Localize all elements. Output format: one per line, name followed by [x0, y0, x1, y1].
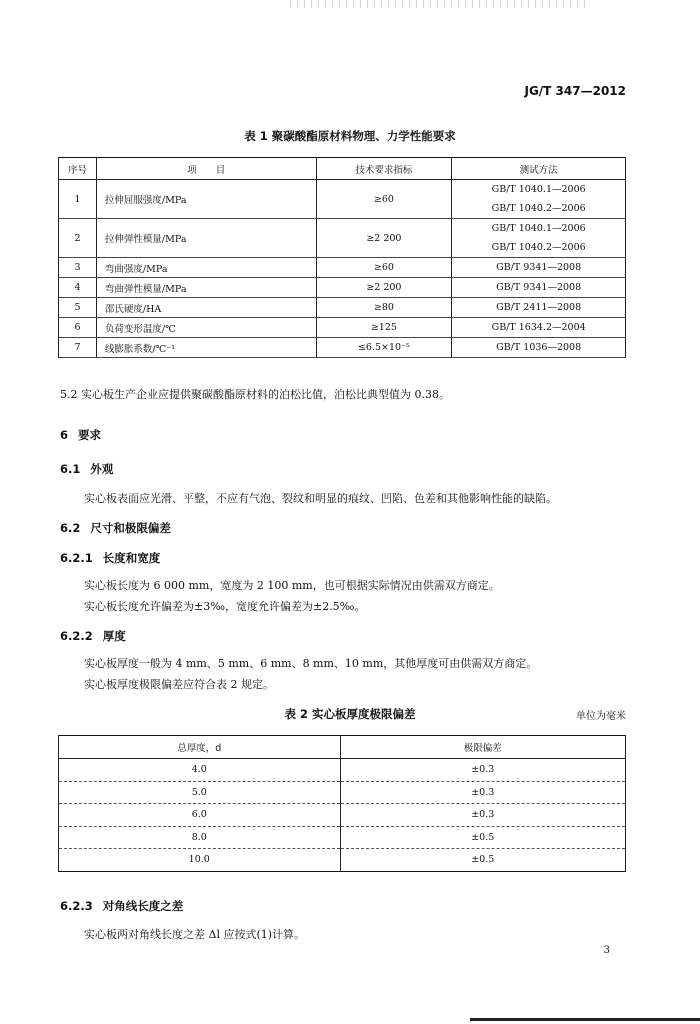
row-item: 邵氏硬度/HA	[96, 298, 316, 318]
row-method: GB/T 9341—2008	[452, 258, 626, 278]
row-method: GB/T 9341—2008	[452, 278, 626, 298]
row-requirement: ≥60	[316, 180, 452, 219]
row-requirement: ≥60	[316, 258, 452, 278]
row-item: 拉伸屈服强度/MPa	[96, 180, 316, 219]
deviation-cell: ±0.5	[340, 826, 626, 849]
table2-caption: 表 2 实心板厚度极限偏差	[284, 707, 416, 721]
section-title: 外观	[90, 462, 114, 476]
method-line: GB/T 1040.1—2006	[491, 223, 586, 234]
table-row	[59, 826, 626, 849]
row-no: 3	[59, 258, 97, 278]
table-row	[59, 318, 626, 338]
deviation-cell: ±0.3	[340, 759, 626, 782]
section-6-2-1-line1: 实心板长度为 6 000 mm，宽度为 2 100 mm，也可根据实际情况由供需双方商定。	[84, 579, 500, 592]
row-method: GB/T 2411—2008	[452, 298, 626, 318]
section-title: 厚度	[102, 629, 126, 643]
row-requirement: ≥2 200	[316, 278, 452, 298]
thickness-cell: 6.0	[59, 804, 341, 827]
table2-unit: 单位为毫米	[576, 711, 626, 722]
thickness-cell: 4.0	[59, 759, 341, 782]
row-no: 7	[59, 338, 97, 358]
row-item: 线膨胀系数/℃⁻¹	[96, 338, 316, 358]
table1-header-requirement: 技术要求指标	[316, 158, 452, 180]
row-item: 弯曲弹性模量/MPa	[96, 278, 316, 298]
row-method: GB/T 1036—2008	[452, 338, 626, 358]
section-6-2-2-heading	[60, 628, 126, 644]
table1-header-no: 序号	[59, 158, 97, 180]
thickness-cell: 8.0	[59, 826, 341, 849]
row-item: 弯曲强度/MPa	[96, 258, 316, 278]
row-no: 5	[59, 298, 97, 318]
section-6-2-3-text: 实心板两对角线长度之差 Δl 应按式(1)计算。	[84, 928, 306, 941]
table-row	[59, 338, 626, 358]
section-6-1-heading	[60, 461, 113, 477]
section-number: 6.2	[60, 521, 81, 535]
table-row	[59, 781, 626, 804]
deviation-cell: ±0.3	[340, 804, 626, 827]
standard-code: JG/T 347—2012	[524, 84, 626, 98]
section-title: 尺寸和极限偏差	[90, 521, 171, 535]
table1-header-row	[59, 158, 626, 180]
table-row	[59, 759, 626, 782]
method-line: GB/T 1040.2—2006	[491, 242, 586, 253]
section-number: 6.2.2	[60, 629, 93, 643]
section-title: 要求	[78, 428, 102, 442]
row-no: 6	[59, 318, 97, 338]
page-number: 3	[603, 945, 610, 956]
table1	[58, 157, 626, 358]
table2	[58, 735, 626, 872]
row-item: 负荷变形温度/℃	[96, 318, 316, 338]
table2-header-row	[59, 736, 626, 759]
row-no: 1	[59, 180, 97, 219]
scan-edge-line	[470, 1018, 700, 1021]
section-6-2-2-line1: 实心板厚度一般为 4 mm、5 mm、6 mm、8 mm、10 mm，其他厚度可由供需双方商定。	[84, 657, 538, 670]
section-number: 6.2.3	[60, 899, 93, 913]
section-number: 6.1	[60, 462, 81, 476]
table-row	[59, 804, 626, 827]
table2-header-deviation: 极限偏差	[340, 736, 626, 759]
table-row	[59, 258, 626, 278]
table1-header-item: 项 目	[96, 158, 316, 180]
table1-caption: 表 1 聚碳酸酯原材料物理、力学性能要求	[244, 129, 456, 143]
thickness-cell: 5.0	[59, 781, 341, 804]
method-line: GB/T 1040.2—2006	[491, 203, 586, 214]
section-6-2-1-heading	[60, 550, 160, 566]
deviation-cell: ±0.5	[340, 849, 626, 872]
section-6-1-text: 实心板表面应光滑、平整，不应有气泡、裂纹和明显的痕纹、凹陷、色差和其他影响性能的缺陷。	[84, 492, 557, 505]
section-6-2-3-heading	[60, 898, 183, 914]
table-row	[59, 180, 626, 219]
row-requirement: ≤6.5×10⁻⁵	[316, 338, 452, 358]
section-title: 长度和宽度	[102, 551, 161, 565]
row-method	[452, 219, 626, 258]
row-requirement: ≥80	[316, 298, 452, 318]
table-row	[59, 298, 626, 318]
row-method	[452, 180, 626, 219]
row-requirement: ≥2 200	[316, 219, 452, 258]
scan-artifact	[290, 0, 590, 8]
paragraph-5-2: 5.2 实心板生产企业应提供聚碳酸酯原材料的泊松比值，泊松比典型值为 0.38。	[60, 388, 450, 401]
section-6-heading	[60, 427, 101, 443]
section-title: 对角线长度之差	[102, 899, 184, 913]
table-row	[59, 219, 626, 258]
table2-header-thickness: 总厚度，d	[59, 736, 341, 759]
section-number: 6.2.1	[60, 551, 93, 565]
section-6-2-1-line2: 实心板长度允许偏差为±3‰，宽度允许偏差为±2.5‰。	[84, 600, 366, 613]
row-method: GB/T 1634.2—2004	[452, 318, 626, 338]
table-row	[59, 849, 626, 872]
thickness-cell: 10.0	[59, 849, 341, 872]
row-requirement: ≥125	[316, 318, 452, 338]
deviation-cell: ±0.3	[340, 781, 626, 804]
section-number: 6	[60, 428, 69, 442]
row-item: 拉伸弹性模量/MPa	[96, 219, 316, 258]
table-row	[59, 278, 626, 298]
method-line: GB/T 1040.1—2006	[491, 184, 586, 195]
row-no: 4	[59, 278, 97, 298]
section-6-2-2-line2: 实心板厚度极限偏差应符合表 2 规定。	[84, 678, 274, 691]
section-6-2-heading	[60, 520, 171, 536]
row-no: 2	[59, 219, 97, 258]
table1-header-method: 测试方法	[452, 158, 626, 180]
